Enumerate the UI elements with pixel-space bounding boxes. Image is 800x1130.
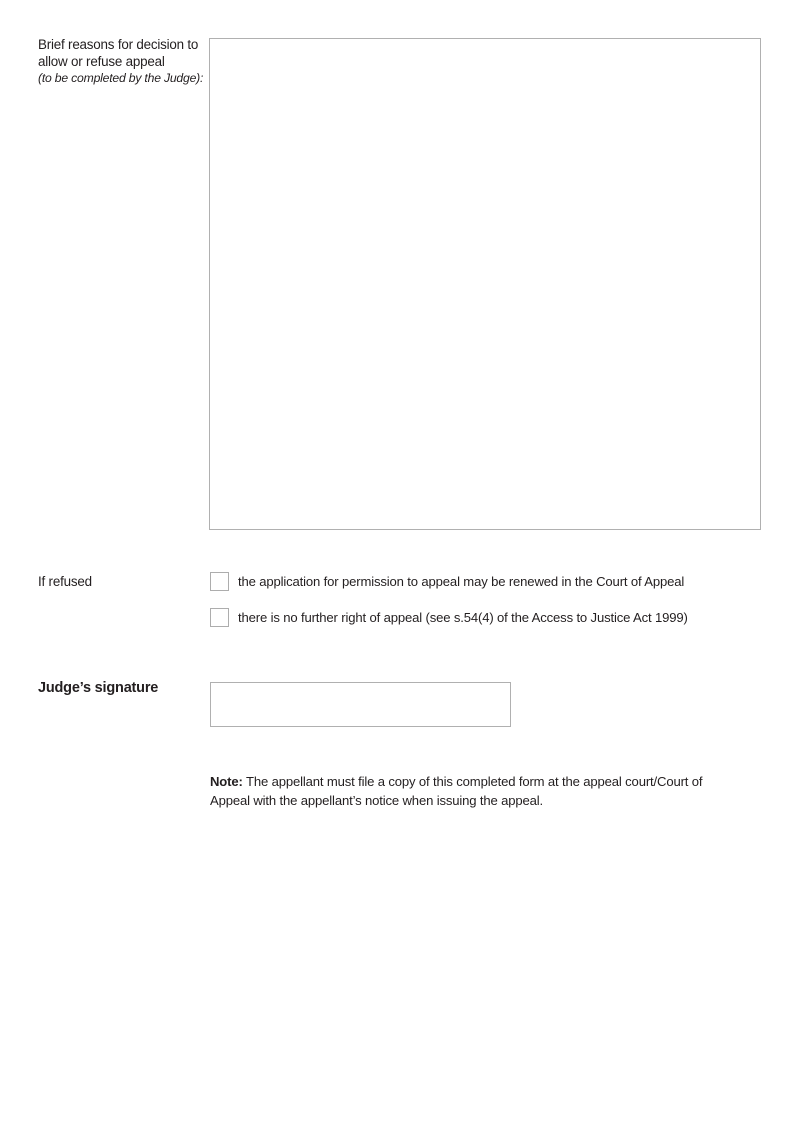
reasons-textbox[interactable] [209, 38, 761, 530]
note-prefix: Note: [210, 774, 243, 790]
checkbox-renew-court-of-appeal[interactable] [210, 572, 229, 591]
if-refused-label: If refused [38, 574, 92, 589]
checkbox-no-further-right[interactable] [210, 608, 229, 627]
option-label-no-further-right: there is no further right of appeal (see s.54(4) of the Access to Justice Act 1999) [238, 609, 688, 625]
reasons-label-judge-note: (to be completed by the Judge): [38, 71, 204, 85]
note-text [210, 773, 770, 810]
reasons-label-line1: Brief reasons for decision to [38, 37, 199, 52]
reasons-label-line2: allow or refuse appeal [38, 54, 165, 69]
judges-signature-label: Judge’s signature [38, 680, 159, 696]
option-label-renew-court-of-appeal: the application for permission to appeal may be renewed in the Court of Appeal [238, 573, 685, 589]
judges-signature-box[interactable] [210, 682, 511, 727]
option-row-no-further-right [210, 607, 688, 627]
note-line1: The appellant must file a copy of this completed form at the appeal court/Court of [242, 774, 703, 790]
note-line2: Appeal with the appellant’s notice when issuing the appeal. [210, 792, 544, 808]
option-row-renew-court-of-appeal [210, 571, 684, 591]
reasons-label [38, 36, 210, 87]
